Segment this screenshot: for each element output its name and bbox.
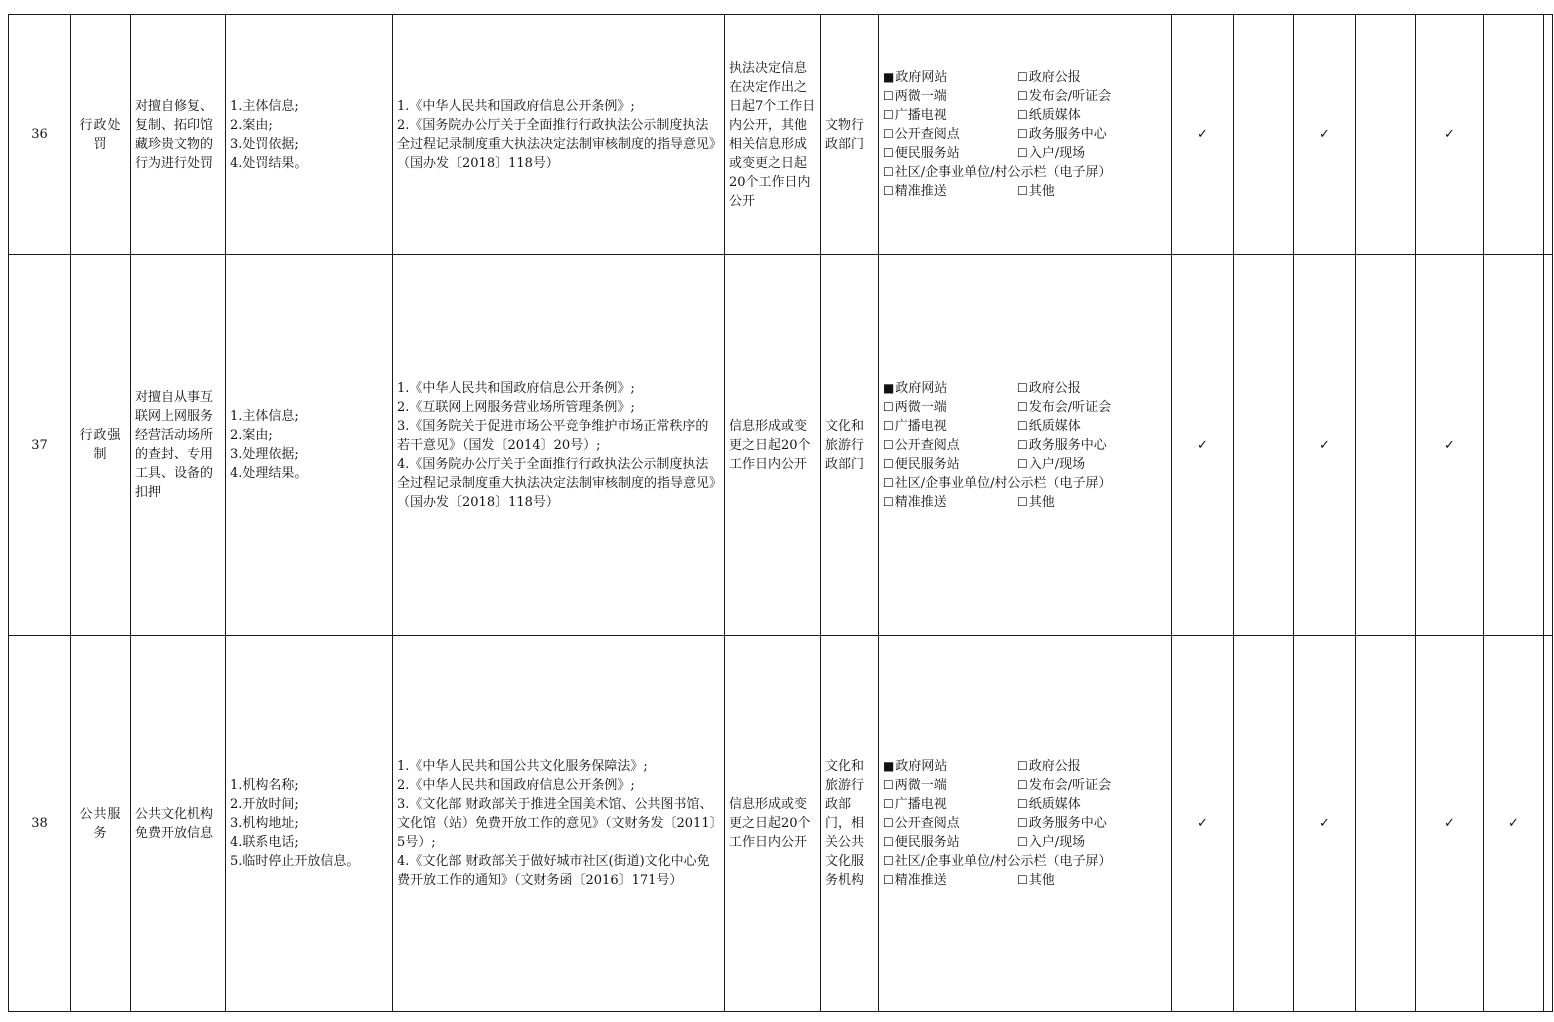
content-item: 1.主体信息;: [230, 98, 299, 114]
content-item: 2.开放时间;: [230, 797, 299, 812]
empty-mark-cell: [1484, 255, 1544, 636]
table-row: [9, 15, 1553, 255]
content-item: 3.处理依据;: [230, 447, 299, 462]
channel-option: [1017, 814, 1167, 833]
content-item: 5.临时停止开放信息。: [230, 854, 360, 869]
channel-option: [883, 144, 1017, 163]
matter-name: 对擅自从事互联网上网服务经营活动场所的查封、专用工具、设备的扣押: [131, 255, 226, 636]
channel-label: 便民服务站: [894, 456, 960, 472]
check-mark-icon: ✓: [1416, 15, 1484, 255]
channel-option: [883, 417, 1017, 436]
empty-mark-cell: [1544, 15, 1553, 255]
channel-option: [883, 493, 1017, 512]
channel-option: [883, 776, 1017, 795]
empty-mark-cell: [1234, 255, 1294, 636]
channel-label: 精准推送: [894, 184, 947, 199]
unchecked-box-icon: ☐: [883, 816, 894, 830]
table-row: [9, 255, 1553, 636]
check-mark-icon: ✓: [1294, 15, 1356, 255]
empty-mark-cell: [1234, 15, 1294, 255]
channel-option: [1017, 757, 1167, 776]
channel-list: [883, 68, 1167, 201]
unchecked-box-icon: ☐: [883, 399, 894, 414]
publication-channels: [879, 15, 1172, 255]
content-item: 4.处罚结果。: [230, 155, 308, 171]
channel-label: 便民服务站: [894, 835, 960, 850]
matter-type: 公共服务: [71, 636, 131, 1012]
channel-label: 政府网站: [895, 70, 948, 85]
channel-option: [883, 182, 1017, 201]
channel-label: 其他: [1028, 494, 1055, 510]
empty-mark-cell: [1544, 636, 1553, 1012]
check-mark-icon: ✓: [1172, 255, 1234, 636]
channel-label: 政府网站: [895, 759, 948, 774]
channel-option: [883, 68, 1017, 87]
unchecked-box-icon: ☐: [883, 437, 894, 452]
basis-item: 3.《文化部 财政部关于推进全国美术馆、公共图书馆、文化馆（站）免费开放工作的意见》（文财务发〔2011〕5号）;: [397, 797, 717, 850]
basis-item: 1.《中华人民共和国公共文化服务保障法》;: [397, 759, 648, 774]
channel-label: 广播电视: [894, 797, 947, 812]
unchecked-box-icon: ☐: [1017, 418, 1028, 433]
check-mark-icon: ✓: [1294, 255, 1356, 636]
channel-option: [883, 852, 1167, 871]
unchecked-box-icon: ☐: [1017, 146, 1028, 160]
content-item: 1.机构名称;: [230, 778, 299, 793]
channel-option: [1017, 144, 1167, 163]
empty-mark-cell: [1234, 636, 1294, 1012]
row-number: 38: [9, 636, 71, 1012]
unchecked-box-icon: ☐: [883, 835, 894, 849]
unchecked-box-icon: ☐: [1017, 108, 1028, 122]
unchecked-box-icon: ☐: [883, 89, 894, 103]
channel-label: 公开查阅点: [894, 127, 960, 142]
unchecked-box-icon: ☐: [1017, 399, 1028, 414]
channel-option: [1017, 68, 1167, 87]
responsible-department: 文化和旅游行政部门: [821, 255, 879, 636]
channel-label: 便民服务站: [894, 146, 960, 161]
channel-option: [1017, 379, 1167, 398]
unchecked-box-icon: ☐: [1017, 759, 1028, 773]
channel-label: 入户/现场: [1028, 835, 1086, 850]
disclosure-content: [226, 255, 393, 636]
channel-option: [1017, 436, 1167, 455]
unchecked-box-icon: ☐: [883, 127, 894, 141]
checked-box-icon: ■: [883, 70, 895, 84]
content-item: 1.主体信息;: [230, 409, 299, 424]
channel-label: 广播电视: [894, 108, 947, 123]
channel-label: 两微一端: [894, 89, 947, 104]
matter-type: 行政强制: [71, 255, 131, 636]
unchecked-box-icon: ☐: [883, 494, 894, 509]
disclosure-content: [226, 636, 393, 1012]
channel-label: 政府公报: [1028, 70, 1081, 85]
channel-label: 两微一端: [894, 399, 947, 415]
channel-list: [883, 379, 1167, 512]
basis-item: 1.《中华人民共和国政府信息公开条例》;: [397, 380, 635, 396]
channel-label: 纸质媒体: [1028, 418, 1081, 434]
legal-basis: [393, 636, 725, 1012]
channel-label: 精准推送: [894, 494, 947, 510]
disclosure-timeline: 信息形成或变更之日起20个工作日内公开: [725, 255, 821, 636]
check-mark-icon: ✓: [1484, 636, 1544, 1012]
channel-label: 入户/现场: [1028, 146, 1086, 161]
unchecked-box-icon: ☐: [883, 797, 894, 811]
channel-option: [883, 833, 1017, 852]
unchecked-box-icon: ☐: [883, 475, 894, 490]
channel-label: 政府公报: [1028, 380, 1081, 396]
channel-label: 政府公报: [1028, 759, 1081, 774]
content-item: 4.处理结果。: [230, 466, 308, 481]
channel-option: [1017, 776, 1167, 795]
content-item: 3.机构地址;: [230, 816, 299, 831]
disclosure-timeline: 执法决定信息在决定作出之日起7个工作日内公开，其他相关信息形成或变更之日起20个工作日内公开: [725, 15, 821, 255]
unchecked-box-icon: ☐: [883, 146, 894, 160]
matter-type: 行政处罚: [71, 15, 131, 255]
checked-box-icon: ■: [883, 759, 895, 773]
unchecked-box-icon: ☐: [883, 108, 894, 122]
unchecked-box-icon: ☐: [1017, 89, 1028, 103]
unchecked-box-icon: ☐: [1017, 873, 1028, 887]
unchecked-box-icon: ☐: [1017, 494, 1028, 509]
disclosure-content: [226, 15, 393, 255]
unchecked-box-icon: ☐: [1017, 437, 1028, 452]
unchecked-box-icon: ☐: [883, 854, 894, 868]
basis-item: 4.《国务院办公厅关于全面推行行政执法公示制度执法全过程记录制度重大执法决定法制审核制度的指导意见》（国办发〔2018〕118号）: [397, 456, 716, 510]
channel-option: [883, 871, 1017, 890]
basis-item: 2.《互联网上网服务营业场所管理条例》;: [397, 399, 635, 415]
unchecked-box-icon: ☐: [1017, 380, 1028, 395]
table-body: [9, 15, 1553, 1012]
channel-option: [1017, 417, 1167, 436]
check-mark-icon: ✓: [1172, 15, 1234, 255]
unchecked-box-icon: ☐: [1017, 127, 1028, 141]
channel-option: [1017, 398, 1167, 417]
matter-name: 对擅自修复、复制、拓印馆藏珍贵文物的行为进行处罚: [131, 15, 226, 255]
content-item: 2.案由;: [230, 117, 273, 133]
empty-mark-cell: [1356, 255, 1416, 636]
unchecked-box-icon: ☐: [883, 165, 894, 179]
channel-option: [1017, 182, 1167, 201]
unchecked-box-icon: ☐: [883, 418, 894, 433]
channel-label: 发布会/听证会: [1028, 778, 1112, 793]
channel-option: [1017, 833, 1167, 852]
channel-label: 发布会/听证会: [1028, 399, 1112, 415]
channel-option: [883, 125, 1017, 144]
content-item: 4.联系电话;: [230, 835, 299, 850]
channel-option: [883, 436, 1017, 455]
channel-option: [883, 398, 1017, 417]
channel-label: 政务服务中心: [1028, 816, 1107, 831]
channel-label: 纸质媒体: [1028, 108, 1081, 123]
channel-label: 精准推送: [894, 873, 947, 888]
channel-label: 政府网站: [895, 380, 948, 396]
channel-label: 纸质媒体: [1028, 797, 1081, 812]
channel-option: [883, 163, 1167, 182]
channel-option: [883, 474, 1167, 493]
channel-label: 公开查阅点: [894, 437, 960, 453]
unchecked-box-icon: ☐: [1017, 797, 1028, 811]
unchecked-box-icon: ☐: [1017, 816, 1028, 830]
row-number: 37: [9, 255, 71, 636]
channel-label: 入户/现场: [1028, 456, 1086, 472]
unchecked-box-icon: ☐: [1017, 184, 1028, 198]
channel-list: [883, 757, 1167, 890]
unchecked-box-icon: ☐: [883, 456, 894, 471]
disclosure-timeline: 信息形成或变更之日起20个工作日内公开: [725, 636, 821, 1012]
basis-item: 4.《文化部 财政部关于做好城市社区(街道)文化中心免费开放工作的通知》（文财务函〔2016〕171号）: [397, 854, 710, 888]
table-row: [9, 636, 1553, 1012]
channel-label: 社区/企事业单位/村公示栏（电子屏）: [894, 854, 1112, 869]
content-item: 2.案由;: [230, 428, 273, 443]
disclosure-table: [8, 14, 1553, 1012]
unchecked-box-icon: ☐: [883, 184, 894, 198]
channel-option: [1017, 795, 1167, 814]
channel-label: 其他: [1028, 184, 1055, 199]
checked-box-icon: ■: [883, 380, 895, 395]
channel-label: 社区/企事业单位/村公示栏（电子屏）: [894, 165, 1112, 180]
channel-option: [1017, 455, 1167, 474]
basis-item: 1.《中华人民共和国政府信息公开条例》;: [397, 98, 635, 114]
publication-channels: [879, 255, 1172, 636]
channel-label: 政务服务中心: [1028, 127, 1107, 142]
content-item: 3.处罚依据;: [230, 136, 299, 152]
channel-option: [883, 379, 1017, 398]
channel-option: [883, 795, 1017, 814]
channel-label: 社区/企事业单位/村公示栏（电子屏）: [894, 475, 1112, 491]
empty-mark-cell: [1544, 255, 1553, 636]
check-mark-icon: ✓: [1172, 636, 1234, 1012]
check-mark-icon: ✓: [1294, 636, 1356, 1012]
check-mark-icon: ✓: [1416, 636, 1484, 1012]
channel-option: [1017, 106, 1167, 125]
channel-label: 广播电视: [894, 418, 947, 434]
channel-label: 发布会/听证会: [1028, 89, 1112, 104]
channel-option: [883, 106, 1017, 125]
channel-option: [1017, 871, 1167, 890]
basis-item: 2.《中华人民共和国政府信息公开条例》;: [397, 778, 635, 793]
legal-basis: [393, 255, 725, 636]
basis-item: 2.《国务院办公厅关于全面推行行政执法公示制度执法全过程记录制度重大执法决定法制审核制度的指导意见》（国办发〔2018〕118号）: [397, 117, 716, 171]
unchecked-box-icon: ☐: [1017, 70, 1028, 84]
empty-mark-cell: [1356, 636, 1416, 1012]
unchecked-box-icon: ☐: [1017, 456, 1028, 471]
channel-option: [883, 757, 1017, 776]
legal-basis: [393, 15, 725, 255]
channel-label: 其他: [1028, 873, 1055, 888]
check-mark-icon: ✓: [1416, 255, 1484, 636]
unchecked-box-icon: ☐: [1017, 778, 1028, 792]
publication-channels: [879, 636, 1172, 1012]
channel-label: 公开查阅点: [894, 816, 960, 831]
responsible-department: 文化和旅游行政部门，相关公共文化服务机构: [821, 636, 879, 1012]
unchecked-box-icon: ☐: [883, 873, 894, 887]
channel-option: [883, 455, 1017, 474]
channel-label: 两微一端: [894, 778, 947, 793]
channel-option: [1017, 493, 1167, 512]
row-number: 36: [9, 15, 71, 255]
channel-option: [883, 87, 1017, 106]
channel-option: [1017, 87, 1167, 106]
basis-item: 3.《国务院关于促进市场公平竞争维护市场正常秩序的若干意见》（国发〔2014〕20号）;: [397, 418, 709, 453]
unchecked-box-icon: ☐: [883, 778, 894, 792]
empty-mark-cell: [1484, 15, 1544, 255]
empty-mark-cell: [1356, 15, 1416, 255]
channel-label: 政务服务中心: [1028, 437, 1107, 453]
responsible-department: 文物行政部门: [821, 15, 879, 255]
unchecked-box-icon: ☐: [1017, 835, 1028, 849]
matter-name: 公共文化机构免费开放信息: [131, 636, 226, 1012]
channel-option: [1017, 125, 1167, 144]
channel-option: [883, 814, 1017, 833]
